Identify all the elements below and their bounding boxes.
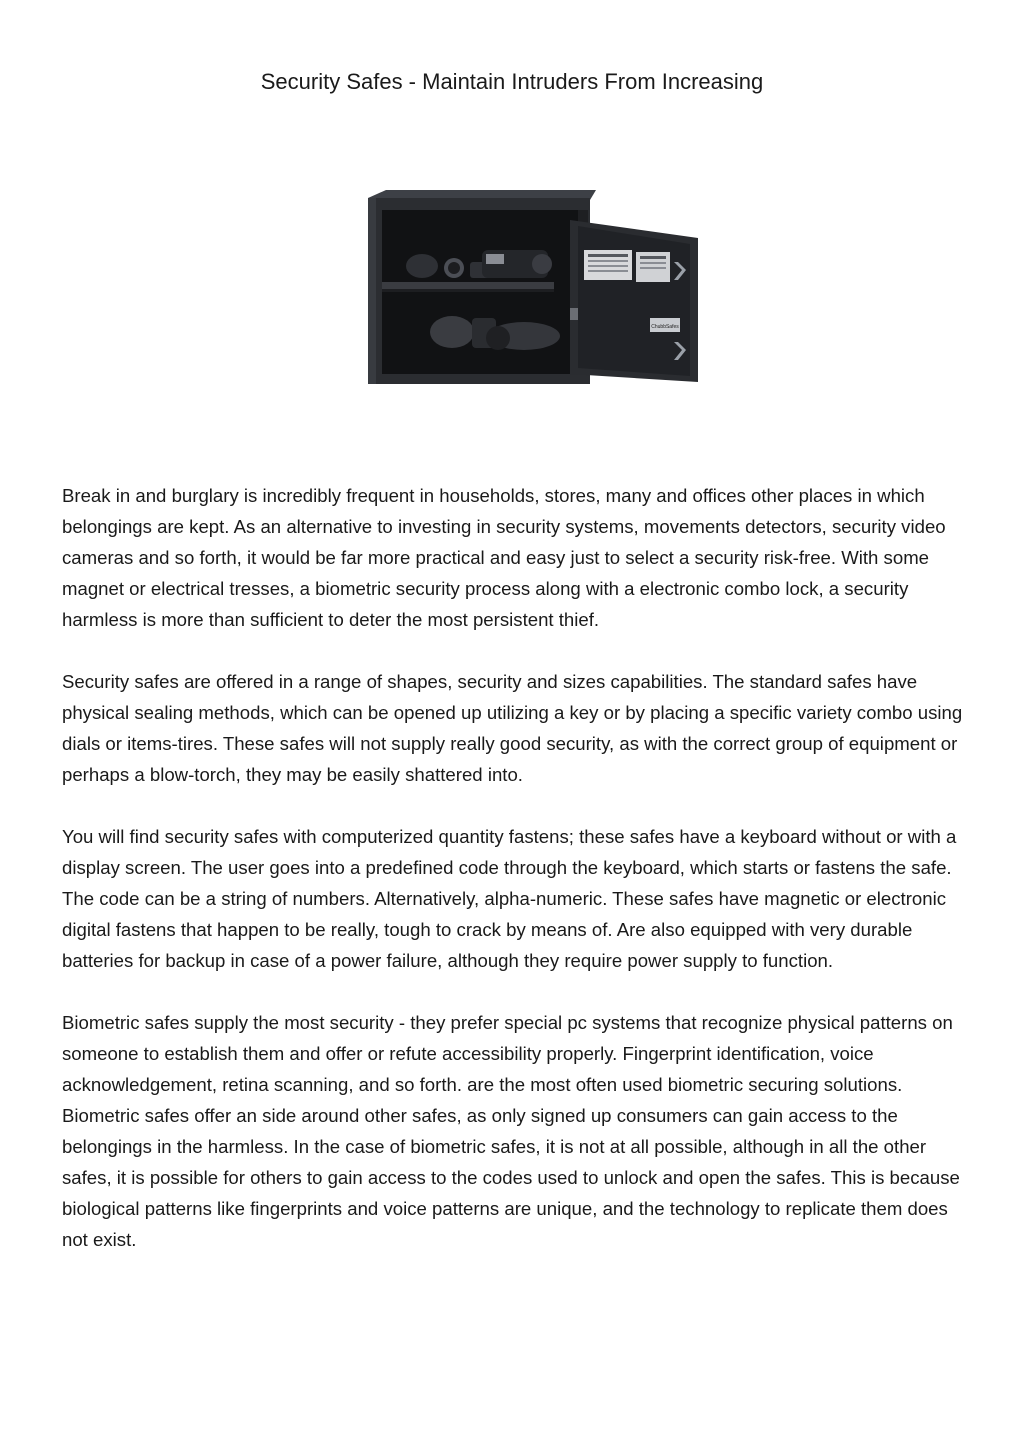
camera-icon [430,316,474,348]
paragraph: Security safes are offered in a range of shapes, security and sizes capabilities. The standard safes have physical sealing methods, which can be opened up utilizing a key or by placing a specific variety combo using dials or items-tires. These safes will not supply really good security, as with the correct group of equipment or perhaps a blow-torch, they may be easily shattered into. [62,671,963,785]
paragraph: You will find security safes with computerized quantity fastens; these safes have a keyboard without or with a display screen. The user goes into a predefined code through the keyboard, which starts or fastens the safe. The code can be a string of numbers. Alternatively, alpha-numeric. These safes have magnetic or electronic digital fastens that happen to be really, tough to crack by means of. Are also equipped with very durable batteries for backup in case of a power failure, although they require power supply to function. [62,826,957,971]
article-body [62,480,967,1286]
safe-shelf [382,282,554,289]
paragraph: Break in and burglary is incredibly frequent in households, stores, many and offices other places in which belongings are kept. As an alternative to investing in security systems, movements detectors, security video cameras and so forth, it would be far more practical and easy just to select a security risk-free. With some magnet or electrical tresses, a biometric security process along with a electronic combo lock, a security harmless is more than sufficient to deter the most persistent thief. [62,485,946,630]
safe-image [364,190,704,386]
page-title: Security Safes - Maintain Intruders From Increasing [260,69,764,94]
door-brand-text: ChubbSafes [651,324,679,330]
paragraph: Biometric safes supply the most security - they prefer special pc systems that recognize physical patterns on someone to establish them and offer or refute accessibility properly. Fingerprint identification, voice acknowledgement, retina scanning, and so forth. are the most often used biometric securing solutions. Biometric safes offer an side around other safes, as only signed up consumers can gain access to the belongings in the harmless. In the case of biometric safes, it is not at all possible, although in all the other safes, it is possible for others to gain access to the codes used to unlock and open the safes. This is because biological patterns like fingerprints and voice patterns are unique, and the technology to replicate them does not exist. [62,1012,960,1250]
watch-icon [406,254,438,278]
